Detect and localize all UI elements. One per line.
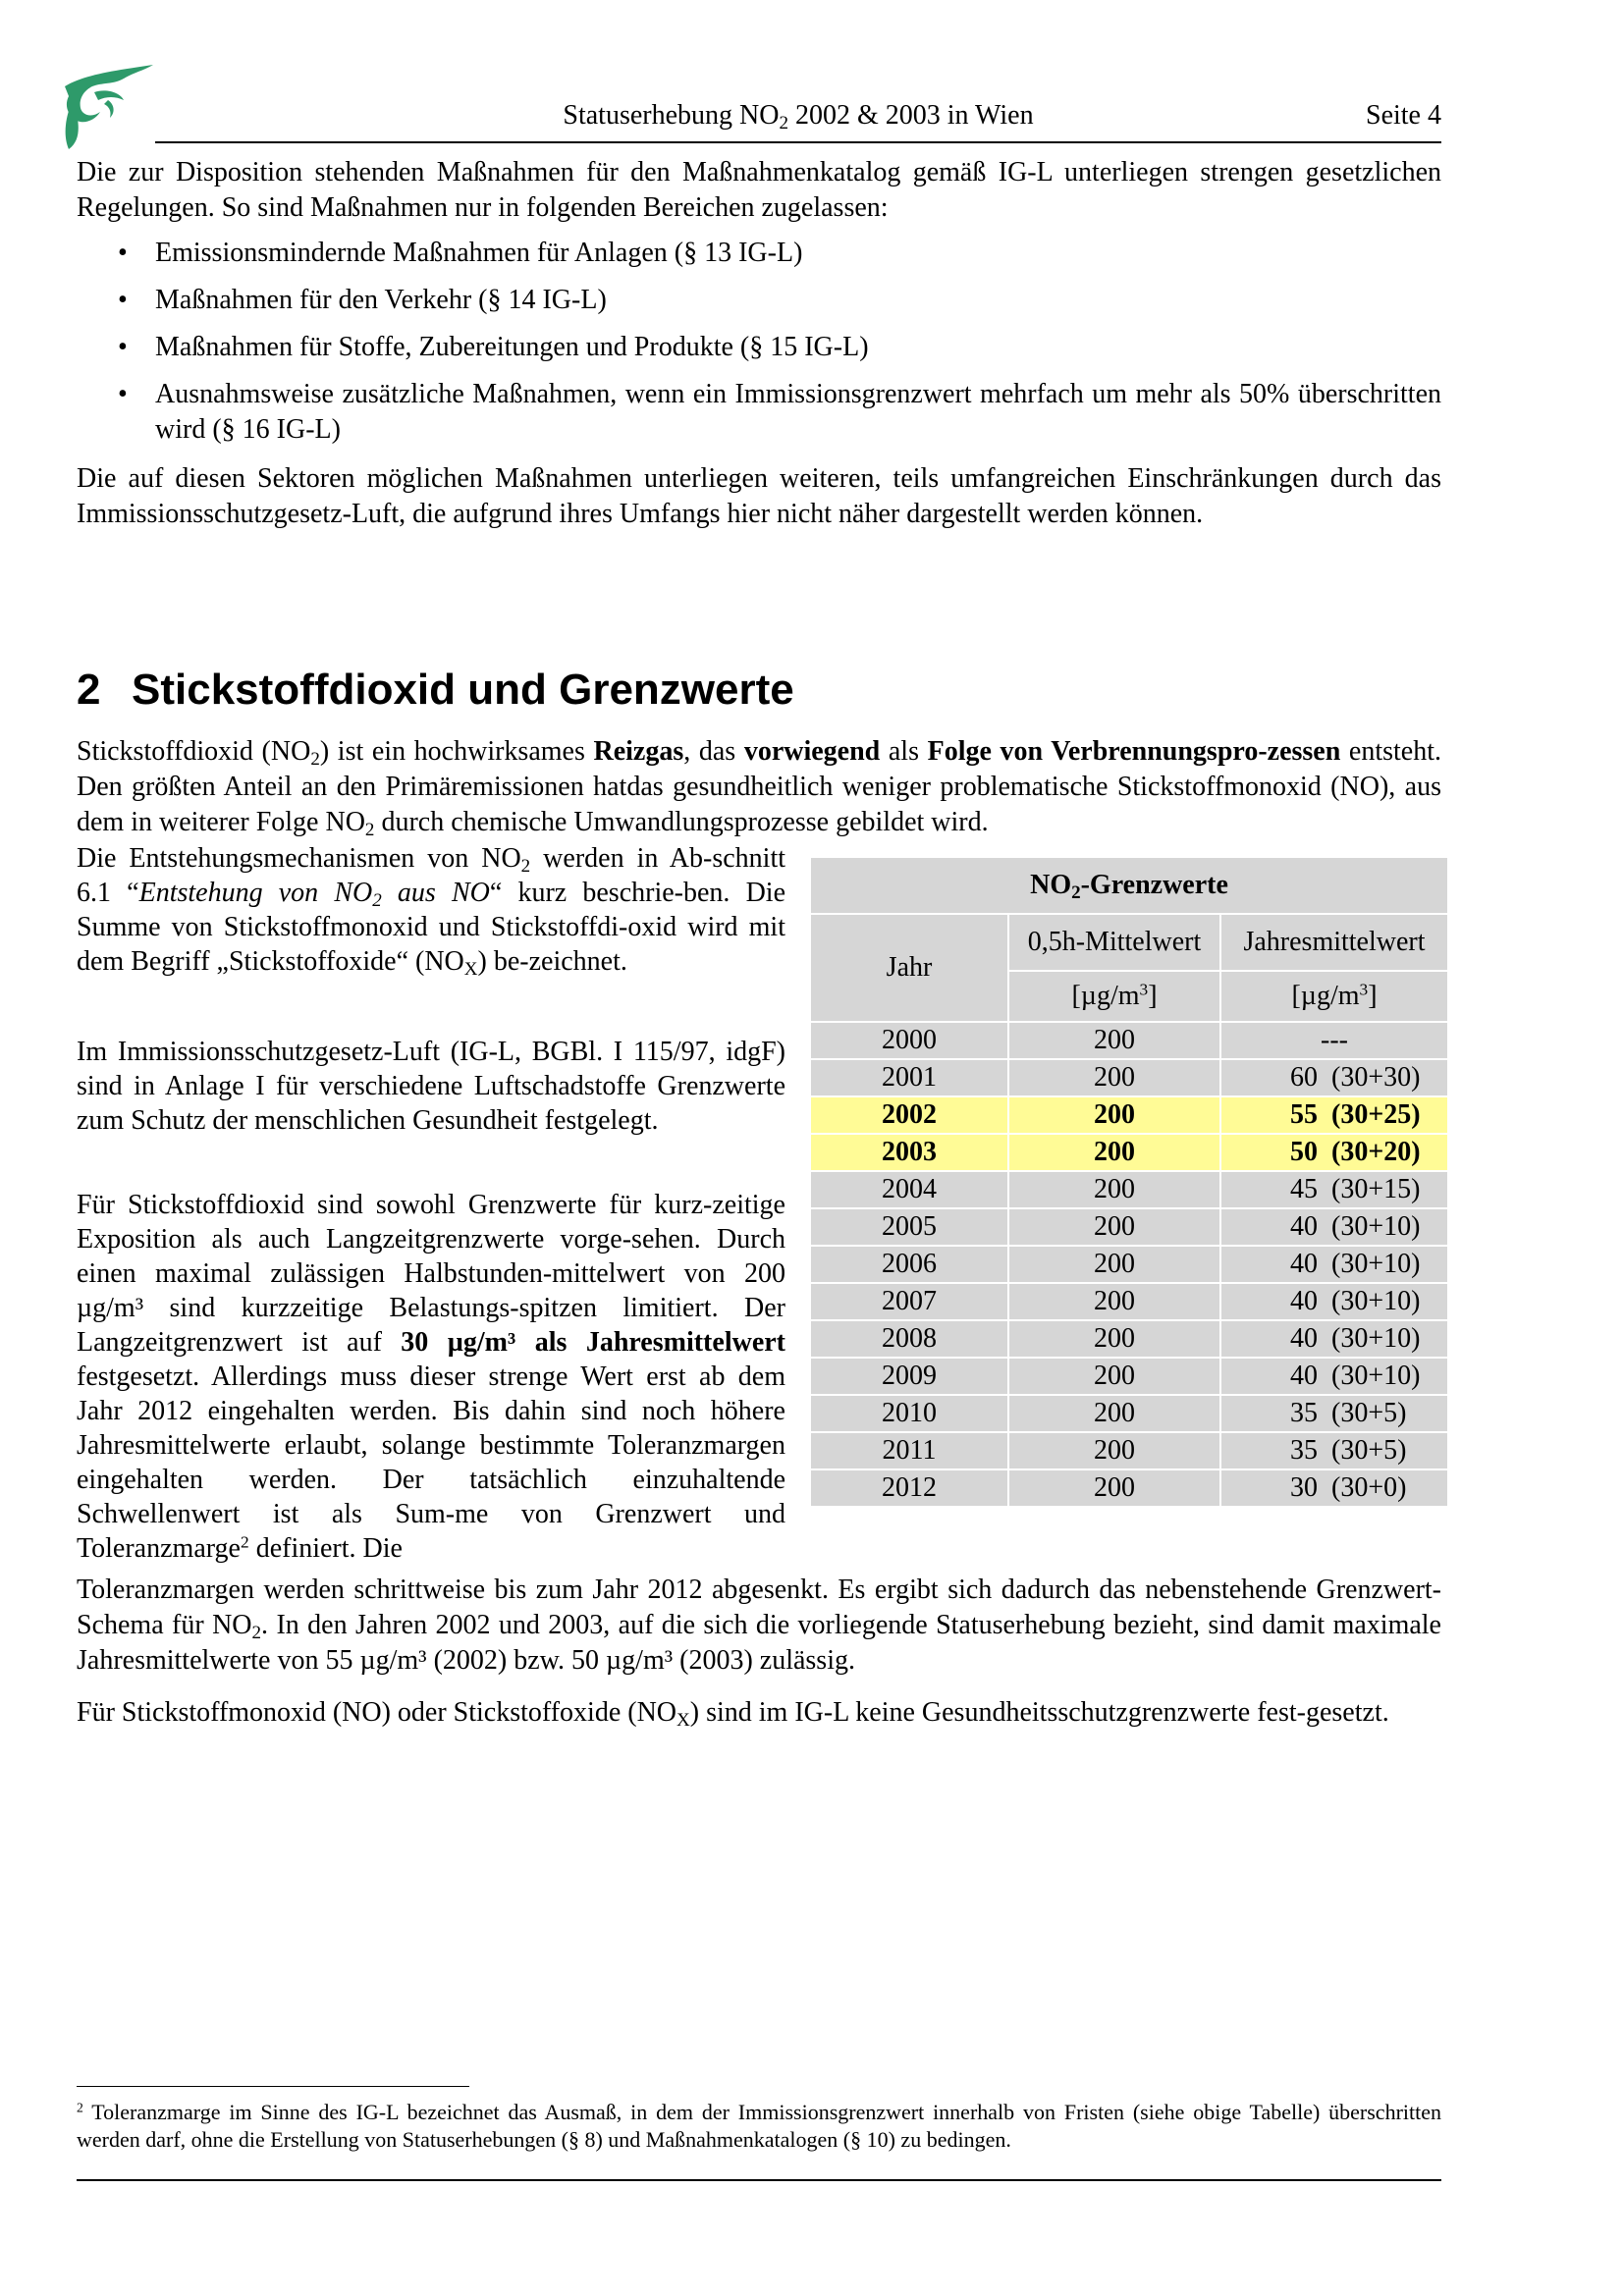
table-row [811,1284,1447,1319]
table-row [811,1209,1447,1245]
table-body [811,1023,1447,1506]
year-cell: 2004 [811,1172,1007,1207]
bullet-icon: • [118,238,128,268]
year-cell: 2011 [811,1433,1007,1468]
annual-cell: 40 (30+10) [1221,1284,1447,1319]
table-row [811,1172,1447,1207]
page-number: Seite 4 [1366,100,1441,131]
tolerance-paragraph: Toleranzmargen werden schrittweise bis zum Jahr 2012 abgesenkt. Es ergibt sich dadurch das nebenstehende Grenzwert-Schema für $NO_2$. In den Jahren 2002 und 2003, auf die sich die vorliegende Statuserhebung bezieht, sind damit maximale Jahresmittelwerte von 55 µg/m³ (2002) bzw. 50 µg/m³ (2003) zulässig. [77,1575,1441,1676]
annual-cell: 30 (30+0) [1221,1470,1447,1506]
table-row [811,1135,1447,1170]
year-cell: 2007 [811,1284,1007,1319]
bullet-icon: • [118,332,128,362]
page-bottom-rule [77,2179,1441,2181]
list-item: • Emissionsmindernde Maßnahmen für Anlagen (§ 13 IG-L) [77,236,1441,271]
column-header-year: Jahr [811,915,1007,1021]
table-row [811,1321,1447,1357]
table-row [811,1470,1447,1506]
year-cell: 2008 [811,1321,1007,1357]
footnote: $^2$ Toleranzmarge im Sinne des IG-L bezeichnet das Ausmaß, in dem der Immissionsgrenzwert innerhalb von Fristen (siehe obige Tabelle) überschritten werden darf, ohne die Erstellung von Statuserhebungen (§ 8) und Maßnahmenkatalogen (§ 10) zu bedingen. [77,2100,1442,2152]
half-hour-cell: 200 [1009,1172,1219,1207]
nox-paragraph: Für Stickstoffmonoxid (NO) oder Stickstoffoxide $(NO_X)$ sind im IG-L keine Gesundheitsschutzgrenzwerte fest-gesetzt. [77,1697,1389,1731]
table-row [811,1023,1447,1058]
bullet-icon: • [118,285,128,315]
leaf-logo-icon [55,57,165,151]
no2-limits-table [809,856,1449,1508]
igl-paragraph: Im Immissionsschutzgesetz-Luft (IG-L, BGBl. I 115/97, idgF) sind in Anlage I für verschiedene Luftschadstoffe Grenzwerte zum Schutz der menschlichen Gesundheit festgelegt. [77,1037,785,1136]
list-item: • Maßnahmen für den Verkehr (§ 14 IG-L) [77,283,1441,318]
half-hour-cell: 200 [1009,1060,1219,1095]
half-hour-cell: 200 [1009,1470,1219,1506]
column-header-half-hour: 0,5h-Mittelwert [1009,915,1219,970]
table-row [811,1060,1447,1095]
half-hour-cell: 200 [1009,1359,1219,1394]
bullet-icon: • [118,379,128,409]
half-hour-cell: 200 [1009,1321,1219,1357]
annual-cell: 60 (30+30) [1221,1060,1447,1095]
table-row [811,1433,1447,1468]
table-row [811,1097,1447,1133]
year-cell: 2012 [811,1470,1007,1506]
annual-cell: 40 (30+10) [1221,1209,1447,1245]
annual-cell: 55 (30+25) [1221,1097,1447,1133]
year-cell: 2009 [811,1359,1007,1394]
list-item: • Ausnahmsweise zusätzliche Maßnahmen, wenn ein Immissionsgrenzwert mehrfach um mehr als 50% überschritten wird (§ 16 IG-L) [118,379,1441,445]
year-cell: 2010 [811,1396,1007,1431]
intro-paragraph: Die zur Disposition stehenden Maßnahmen für den Maßnahmenkatalog gemäß IG-L unterliegen strengen gesetzlichen Regelungen. So sind Maßnahmen nur in folgenden Bereichen zugelassen: [77,157,1441,223]
year-cell: 2005 [811,1209,1007,1245]
year-cell: 2003 [811,1135,1007,1170]
year-cell: 2006 [811,1247,1007,1282]
unit-annual: $[\mu g/m^3]$ [1221,972,1447,1021]
unit-half-hour: $[\mu g/m^3]$ [1009,972,1219,1021]
half-hour-cell: 200 [1009,1396,1219,1431]
measures-list [77,236,1441,459]
table-title: $NO_2$-Grenzwerte [811,858,1447,913]
annual-cell: 45 (30+15) [1221,1172,1447,1207]
half-hour-cell: 200 [1009,1284,1219,1319]
restrictions-paragraph: Die auf diesen Sektoren möglichen Maßnahmen unterliegen weiteren, teils umfangreichen Einschränkungen durch das Immissionsschutzgesetz-Luft, die aufgrund ihres Umfangs hier nicht näher dargestellt werden können. [77,463,1441,529]
mechanisms-paragraph: Die Entstehungsmechanismen von $NO_2$ werden in Ab-schnitt 6.1 “Entstehung von $NO_2$ aus NO“ kurz beschrie-ben. Die Summe von Stickstoffmonoxid und Stickstoffdi-oxid wird mit dem Begriff „Stickstoffoxide“ $(NO_X)$ be-zeichnet. [77,843,785,980]
no2-intro-paragraph: Stickstoffdioxid $(NO_2)$ ist ein hochwirksames Reizgas, das vorwiegend als Folge von Verbrennungspro-zessen entsteht. Den größten Anteil an den Primäremissionen hatdas gesundheitlich weniger problematische Stickstoffmonoxid (NO), aus dem in weiterer Folge $NO_2$ durch chemische Umwandlungsprozesse gebildet wird. [77,736,1442,840]
year-cell: 2000 [811,1023,1007,1058]
section-heading: 2 Stickstoffdioxid und Grenzwerte [77,666,794,714]
annual-cell: --- [1221,1023,1447,1058]
half-hour-cell: 200 [1009,1023,1219,1058]
annual-cell: 40 (30+10) [1221,1247,1447,1282]
column-header-annual: Jahresmittelwert [1221,915,1447,970]
annual-cell: 35 (30+5) [1221,1433,1447,1468]
half-hour-cell: 200 [1009,1135,1219,1170]
limits-paragraph: Für Stickstoffdioxid sind sowohl Grenzwerte für kurz-zeitige Exposition als auch Langzeitgrenzwerte vorge-sehen. Durch einen maximal zulässigen Halbstunden-mittelwert von 200 µg/m³ sind kurzzeitige Belastungs-spitzen limitiert. Der Langzeitgrenzwert ist auf 30 µg/m³ als Jahresmittelwert festgesetzt. Allerdings muss dieser strenge Wert erst ab dem Jahr 2012 eingehalten werden. Bis dahin sind noch höhere Jahresmittelwerte erlaubt, solange bestimmte Toleranzmargen eingehalten werden. Der tatsächlich einzuhaltende Schwellenwert ist als Sum-me von Grenzwert und Toleranzmarge$^2$ definiert. Die [77,1190,785,1564]
half-hour-cell: 200 [1009,1097,1219,1133]
list-item: • Maßnahmen für Stoffe, Zubereitungen und Produkte (§ 15 IG-L) [77,330,1441,365]
half-hour-cell: 200 [1009,1433,1219,1468]
half-hour-cell: 200 [1009,1247,1219,1282]
year-cell: 2002 [811,1097,1007,1133]
annual-cell: 40 (30+10) [1221,1321,1447,1357]
page-header [155,98,1441,143]
annual-cell: 40 (30+10) [1221,1359,1447,1394]
table-row [811,1359,1447,1394]
footnote-divider [77,2086,469,2087]
half-hour-cell: 200 [1009,1209,1219,1245]
annual-cell: 50 (30+20) [1221,1135,1447,1170]
year-cell: 2001 [811,1060,1007,1095]
annual-cell: 35 (30+5) [1221,1396,1447,1431]
table-row [811,1247,1447,1282]
header-title: Statuserhebung $NO_2$ 2002 & 2003 in Wien [563,100,1034,133]
table-row [811,1396,1447,1431]
